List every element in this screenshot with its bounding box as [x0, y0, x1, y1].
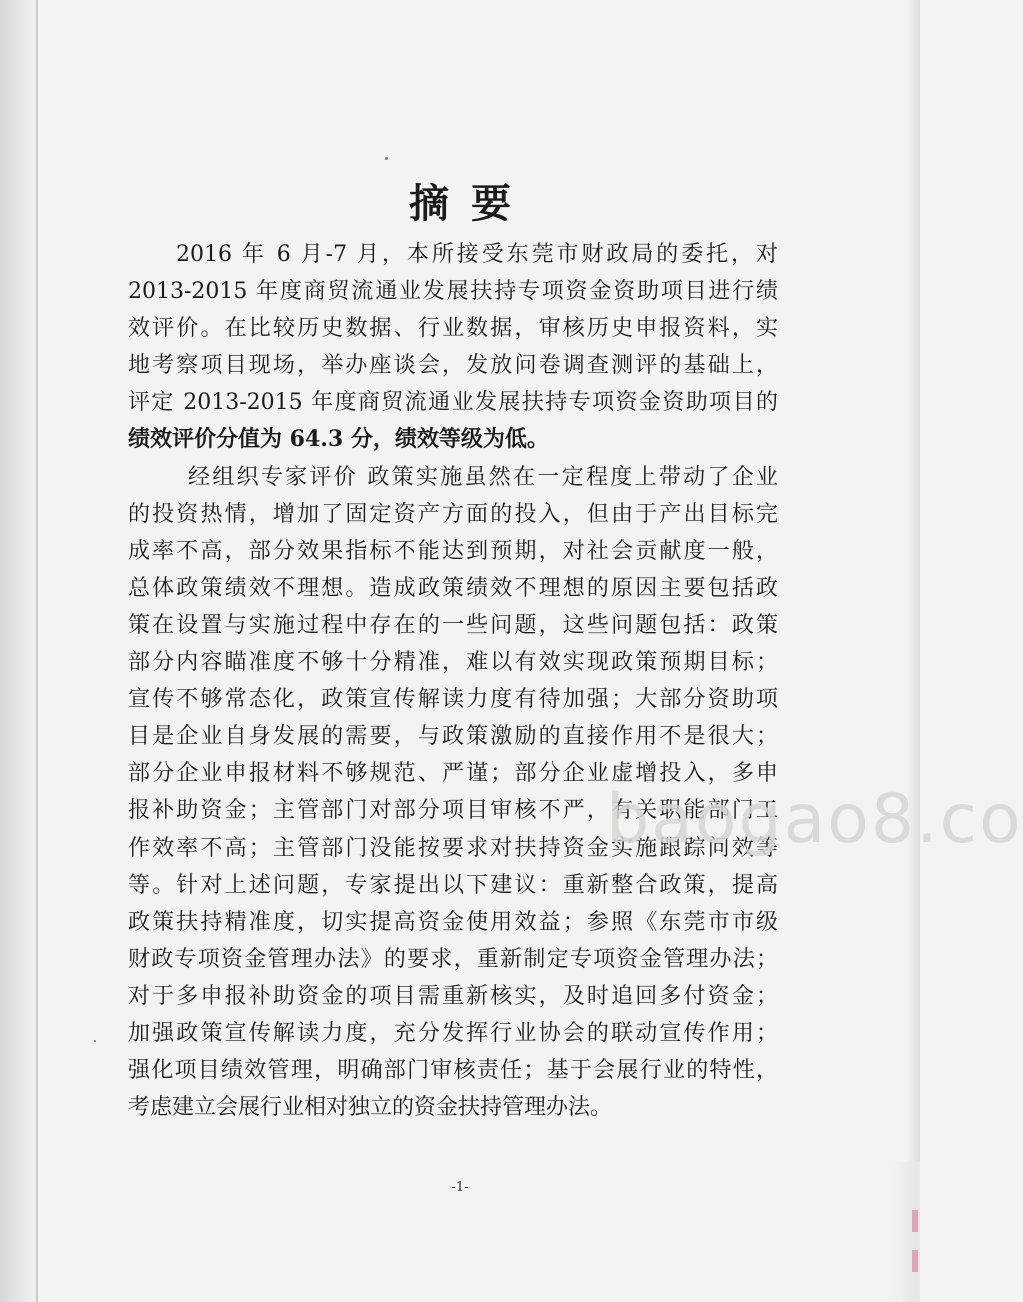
text-line: 作效率不高；主管部门没能按要求对扶持资金实施跟踪问效等: [128, 835, 778, 861]
score-conclusion: 绩效评价分值为 64.3 分，绩效等级为低。: [128, 426, 549, 453]
text-line: 部分企业申报材料不够规范、严谨；部分企业虚增投入，多申: [128, 761, 778, 787]
text-line: 宣传不够常态化，政策宣传解读力度有待加强；大部分资助项: [128, 687, 778, 713]
text-line: 部分内容瞄准度不够十分精准，难以有效实现政策预期目标；: [128, 650, 778, 676]
paragraph-summary: [128, 236, 778, 459]
text-line: 策在设置与实施过程中存在的一些问题，这些问题包括：政策: [128, 612, 778, 638]
text-line: 地考察项目现场，举办座谈会，发放问卷调查测评的基础上，: [128, 353, 778, 379]
text-line: 报补助资金；主管部门对部分项目审核不严，有关职能部门工: [128, 798, 778, 824]
text-line: 目是企业自身发展的需要，与政策激励的直接作用不是很大；: [128, 724, 778, 750]
text-line: 成率不高，部分效果指标不能达到预期，对社会贡献度一般，: [128, 538, 778, 564]
scan-color-mark: [912, 1210, 918, 1232]
scan-speck: [385, 157, 388, 160]
scan-speck: [94, 1040, 96, 1042]
page-title: 摘要: [409, 181, 533, 227]
page-number: -1-: [451, 1180, 469, 1195]
text-line: 强化项目绩效管理，明确部门审核责任；基于会展行业的特性，: [128, 1058, 778, 1084]
text-line: 2013-2015 年度商贸流通业发展扶持专项资金资助项目进行绩: [128, 279, 778, 305]
text-line: 对于多申报补助资金的项目需重新核实，及时追回多付资金；: [128, 983, 778, 1009]
text-line: 评定 2013-2015 年度商贸流通业发展扶持专项资金资助项目的: [128, 390, 778, 416]
scan-color-mark: [912, 1250, 918, 1272]
document-body: [128, 236, 778, 1126]
text-line: 等。针对上述问题，专家提出以下建议：重新整合政策，提高: [128, 872, 778, 898]
text-line: 2016 年 6 月-7 月，本所接受东莞市财政局的委托，对: [176, 242, 778, 267]
text-line: 经组织专家评价 政策实施虽然在一定程度上带动了企业: [188, 464, 778, 490]
watermark: baogao8.co: [606, 780, 1023, 859]
text-line: 政策扶持精准度，切实提高资金使用效益；参照《东莞市市级: [128, 909, 778, 935]
text-line: 考虑建立会展行业相对独立的资金扶持管理办法。: [128, 1095, 613, 1121]
text-line: 的投资热情，增加了固定资产方面的投入，但由于产出目标完: [128, 501, 778, 527]
text-line: 总体政策绩效不理想。造成政策绩效不理想的原因主要包括政: [128, 575, 778, 601]
text-line: 加强政策宣传解读力度，充分发挥行业协会的联动宣传作用；: [128, 1020, 778, 1046]
text-line: 财政专项资金管理办法》的要求，重新制定专项资金管理办法；: [128, 946, 778, 972]
text-line: 效评价。在比较历史数据、行业数据，审核历史申报资料，实: [128, 316, 778, 342]
